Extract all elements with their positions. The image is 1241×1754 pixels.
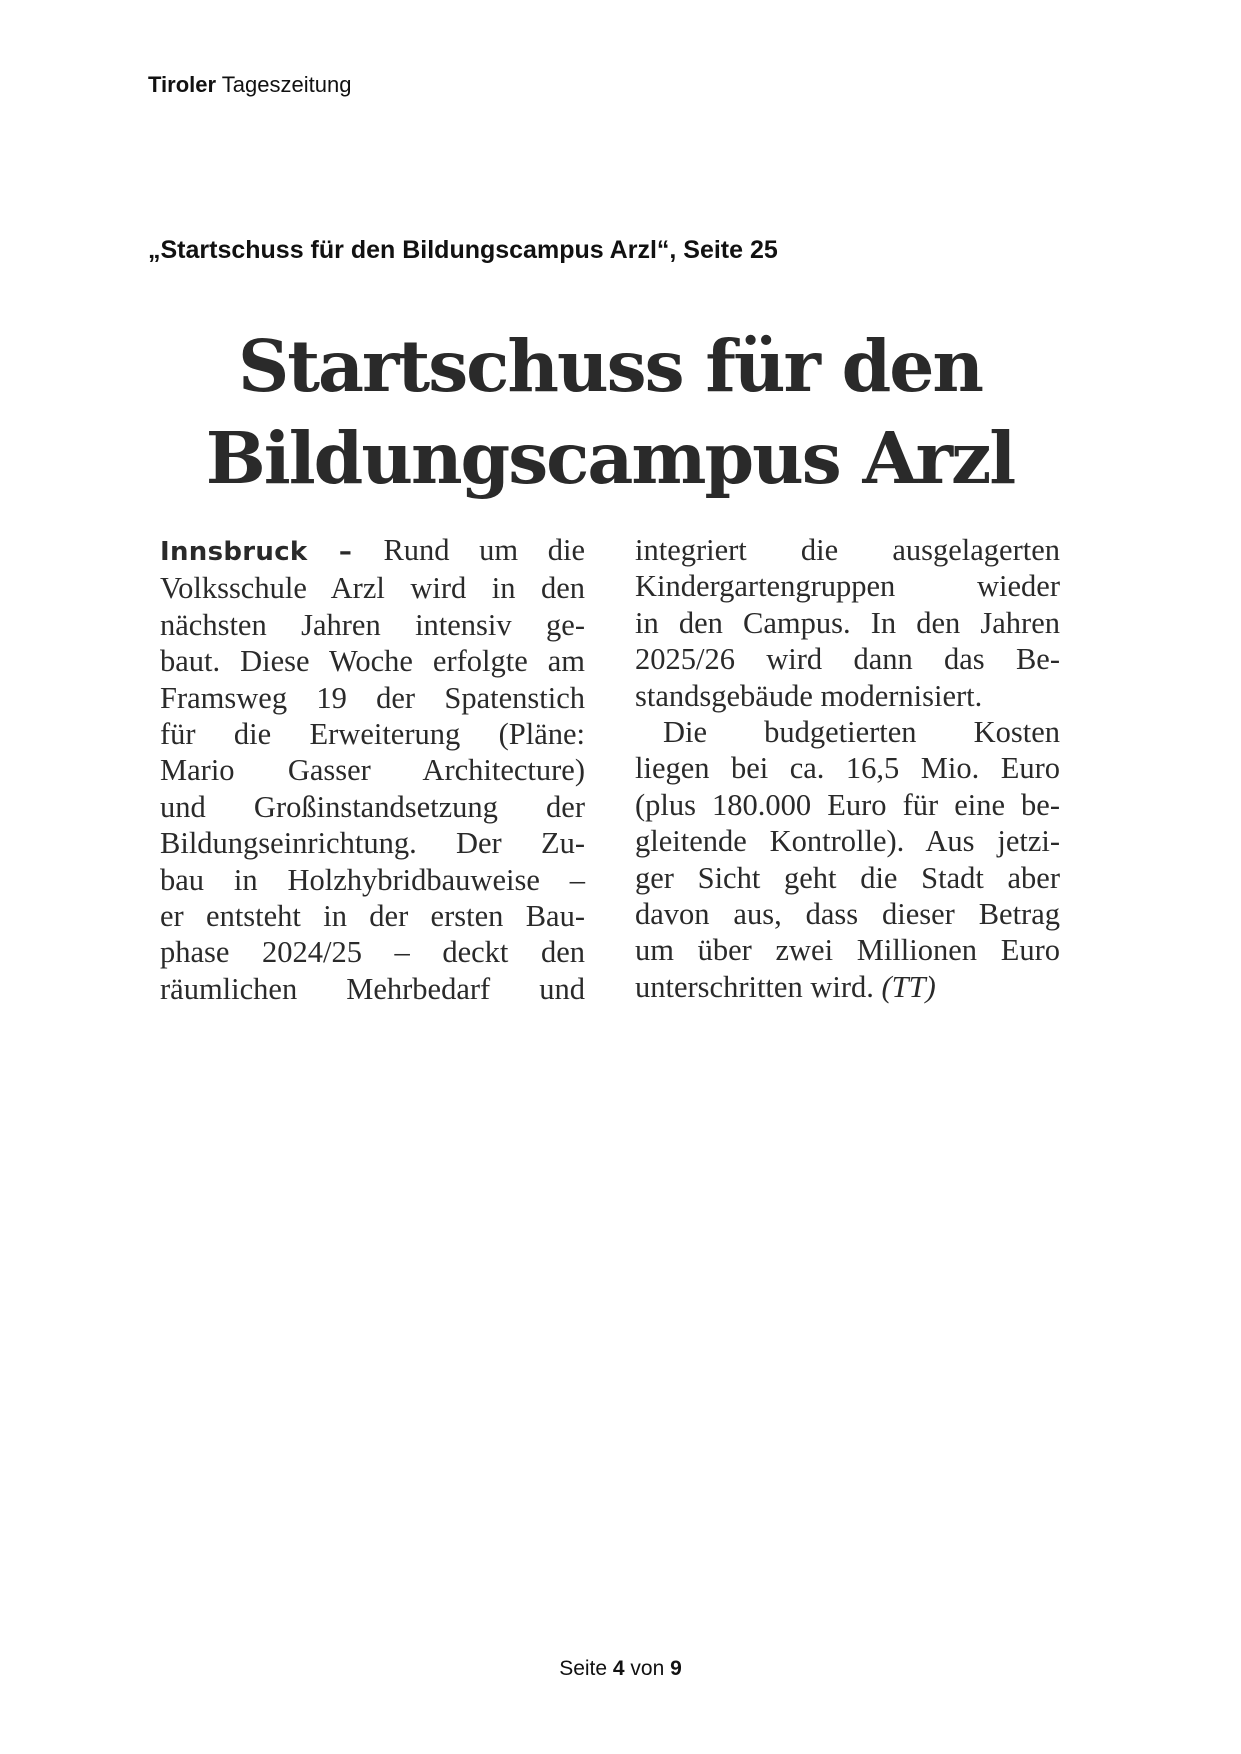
body-line: baut. Diese Woche erfolgte am <box>160 644 585 679</box>
body-line: bau in Holzhybridbauweise – <box>160 862 585 897</box>
article-citation: „Startschuss für den Bildungscampus Arzl“, Seite 25 <box>148 236 778 264</box>
page-current: 4 <box>612 1657 625 1680</box>
article-column-2 <box>635 532 1060 1007</box>
body-line-text: Rund um die <box>383 533 585 567</box>
body-line: Kindergartengruppen wieder <box>635 569 1060 604</box>
body-line: räumlichen Mehrbedarf und <box>160 971 585 1006</box>
page-prefix: Seite <box>559 1657 613 1680</box>
page-total: 9 <box>670 1657 682 1680</box>
body-line: Framsweg 19 der Spatenstich <box>160 680 585 715</box>
body-line: gleitende Kontrolle). Aus jetzi- <box>635 824 1060 859</box>
body-line: davon aus, dass dieser Betrag <box>635 897 1060 932</box>
article-column-1 <box>160 532 585 1007</box>
body-line-text: unterschritten wird. <box>635 969 874 1004</box>
body-line: liegen bei ca. 16,5 Mio. Euro <box>635 751 1060 786</box>
author-credit: (TT) <box>873 969 936 1004</box>
article-headline <box>160 320 1060 504</box>
article-clipping <box>160 320 1060 1007</box>
body-line: Volksschule Arzl wird in den <box>160 571 585 606</box>
body-line: nächsten Jahren intensiv ge- <box>160 607 585 642</box>
publication-name-bold: Tiroler <box>148 72 217 97</box>
publication-name <box>148 72 351 98</box>
article-dateline: Innsbruck <box>160 537 308 567</box>
page-mid: von <box>624 1657 671 1680</box>
article-body <box>160 532 1060 1007</box>
headline-line-1: Startschuss für den <box>237 324 983 408</box>
body-line: er entsteht in der ersten Bau- <box>160 899 585 934</box>
dateline-dash: – <box>307 537 384 567</box>
body-line: Die budgetierten Kosten <box>663 715 1060 750</box>
body-line: (plus 180.000 Euro für eine be- <box>635 787 1060 822</box>
body-line: um über zwei Millionen Euro <box>635 933 1060 968</box>
headline-line-2: Bildungscampus Arzl <box>205 416 1015 500</box>
body-line: 2025/26 wird dann das Be- <box>635 642 1060 677</box>
body-line: Bildungseinrichtung. Der Zu- <box>160 826 585 861</box>
page-number <box>0 1657 1241 1681</box>
publication-name-rest: Tageszeitung <box>221 72 352 97</box>
body-line: und Großinstandsetzung der <box>160 789 585 824</box>
body-line: in den Campus. In den Jahren <box>635 605 1060 640</box>
body-line <box>635 969 1060 1005</box>
body-line: standsgebäude modernisiert. <box>635 678 983 713</box>
body-line <box>160 532 585 570</box>
body-line: für die Erweiterung (Pläne: <box>160 717 585 752</box>
body-line: integriert die ausgelagerten <box>635 533 1060 567</box>
body-line: Mario Gasser Architecture) <box>160 753 585 788</box>
body-line: phase 2024/25 – deckt den <box>160 935 585 970</box>
body-line: ger Sicht geht die Stadt aber <box>635 860 1060 895</box>
